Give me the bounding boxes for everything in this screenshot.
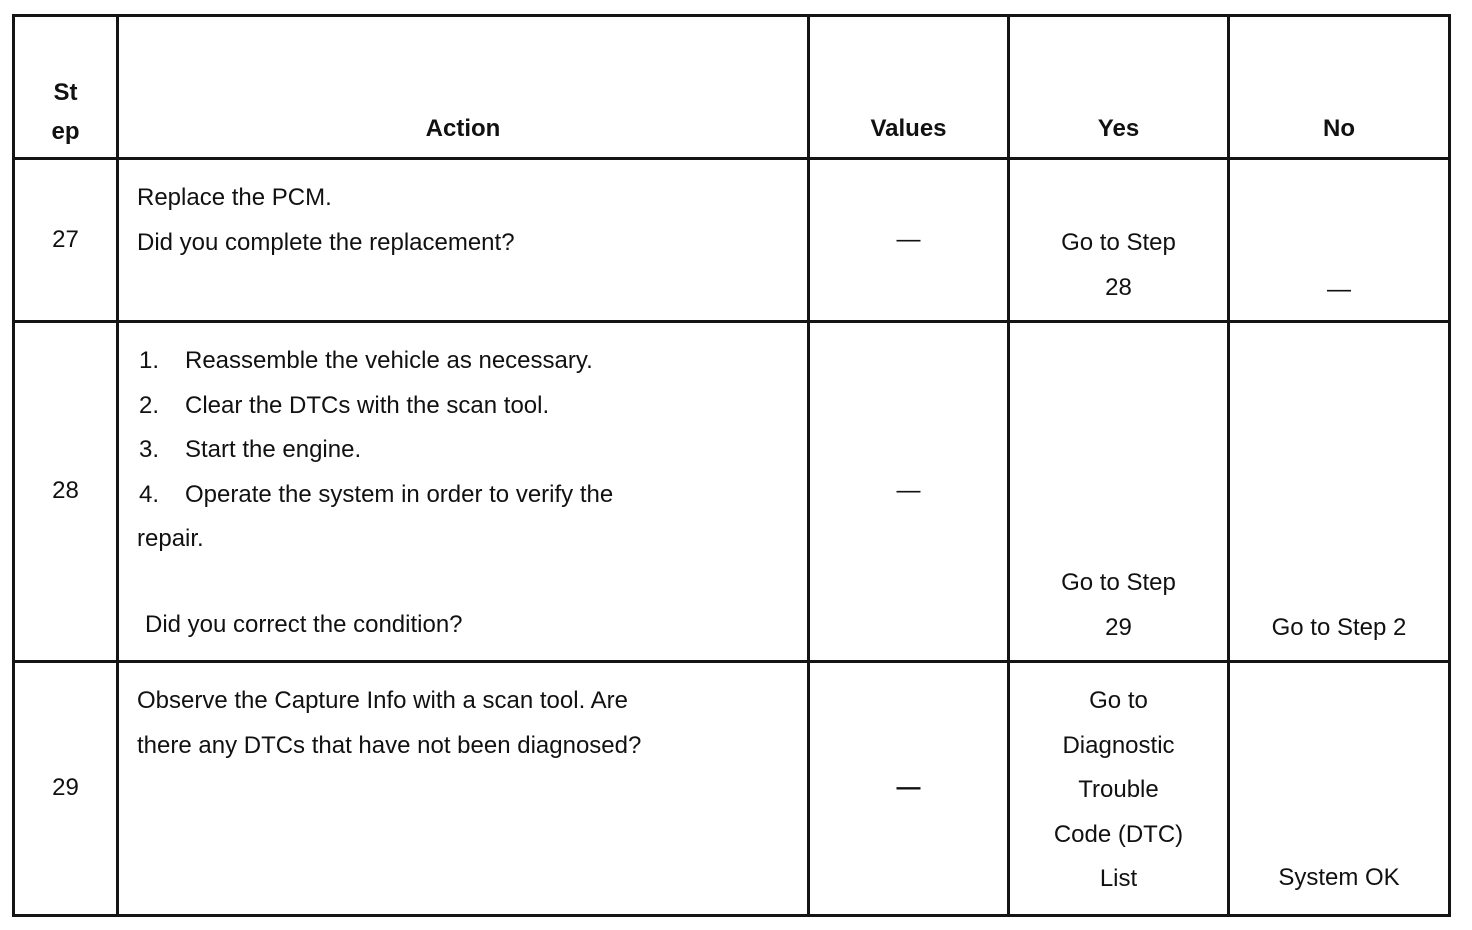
header-values <box>809 16 1009 159</box>
action-cell <box>118 662 809 916</box>
header-row <box>14 16 1450 159</box>
list-continuation: repair. <box>137 525 204 552</box>
table-row-step-28 <box>14 322 1450 662</box>
action-line: Did you complete the replacement? <box>137 228 515 256</box>
value-dash: — <box>896 225 921 253</box>
value-dash: — <box>896 477 921 505</box>
action-line: Replace the PCM. <box>137 184 332 211</box>
yes-line: Diagnostic <box>1062 731 1175 759</box>
action-cell <box>118 322 809 662</box>
header-values-label: Values <box>870 114 947 142</box>
header-action <box>118 16 809 159</box>
yes-line: 28 <box>1105 273 1132 301</box>
list-item <box>137 384 807 429</box>
header-yes <box>1009 16 1229 159</box>
action-cell <box>118 159 809 322</box>
yes-line: 29 <box>1105 613 1132 641</box>
action-line: there any DTCs that have not been diagnosed? <box>137 731 642 759</box>
step-number: 28 <box>14 322 118 662</box>
header-action-label: Action <box>425 114 501 142</box>
step-number: 27 <box>14 159 118 322</box>
list-item <box>137 473 807 518</box>
header-yes-label: Yes <box>1097 114 1140 142</box>
diagnostic-table <box>12 14 1451 917</box>
header-step-line1: St <box>53 79 78 106</box>
header-step <box>14 16 118 159</box>
header-no <box>1229 16 1450 159</box>
yes-line: Go to Step <box>1061 569 1176 596</box>
yes-line: Go to <box>1089 687 1148 714</box>
step-number: 29 <box>14 662 118 916</box>
yes-cell <box>1009 322 1229 662</box>
yes-cell <box>1009 159 1229 322</box>
no-value: System OK <box>1278 863 1400 891</box>
list-text: Start the engine. <box>185 436 362 463</box>
list-item <box>137 339 807 384</box>
table-row-step-29 <box>14 662 1450 916</box>
yes-line: List <box>1099 865 1138 892</box>
no-cell <box>1229 322 1450 662</box>
list-text: Reassemble the vehicle as necessary. <box>185 347 593 374</box>
list-number: 4. <box>139 480 160 508</box>
no-cell <box>1229 662 1450 916</box>
yes-line: Code (DTC) <box>1053 820 1184 848</box>
yes-cell <box>1009 662 1229 916</box>
no-value: — <box>1327 275 1351 303</box>
yes-line: Trouble <box>1078 776 1159 803</box>
list-text: Operate the system in order to verify the <box>185 480 614 508</box>
no-value: Go to Step 2 <box>1271 613 1407 641</box>
values-cell <box>809 662 1009 916</box>
action-line: Observe the Capture Info with a scan tool. Are <box>137 687 628 714</box>
values-cell <box>809 322 1009 662</box>
no-cell <box>1229 159 1450 322</box>
values-cell <box>809 159 1009 322</box>
header-no-label: No <box>1323 114 1355 142</box>
list-text: Clear the DTCs with the scan tool. <box>185 391 550 419</box>
table-row-step-27 <box>14 159 1450 322</box>
list-number: 3. <box>139 436 160 463</box>
header-step-line2: ep <box>51 118 80 145</box>
list-item <box>137 428 807 473</box>
list-number: 1. <box>139 347 160 374</box>
action-question: Did you correct the condition? <box>145 610 463 638</box>
yes-line: Go to Step <box>1061 229 1176 256</box>
list-number: 2. <box>139 391 160 419</box>
value-dash: — <box>896 774 921 802</box>
